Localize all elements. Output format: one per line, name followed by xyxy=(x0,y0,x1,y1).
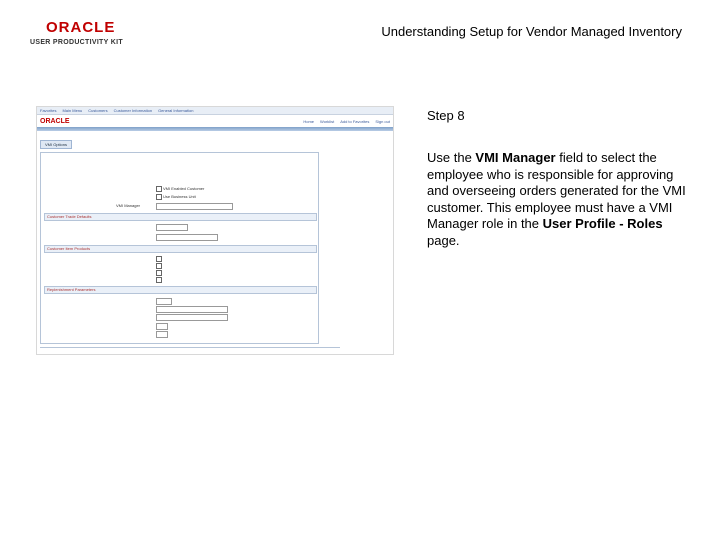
instruction-text: field to select the employee who is responsible for approving and overseeing orders generated for the VMI customer. This employee must have a VMI Manager role in the xyxy=(427,150,686,231)
screenshot-topbar xyxy=(37,107,393,115)
instruction-text: page. xyxy=(427,232,460,248)
screenshot-header-link: Sign out xyxy=(375,118,390,124)
screenshot-select xyxy=(156,314,228,321)
screenshot-top-link: Favorites xyxy=(40,108,57,113)
screenshot-section: Customer Trade Defaults xyxy=(44,213,317,221)
step-instruction xyxy=(427,150,689,249)
instruction-page-name: User Profile - Roles xyxy=(542,216,663,231)
screenshot-field xyxy=(156,234,218,241)
screenshot-header-link: Worklist xyxy=(320,118,335,124)
screenshot-checkbox xyxy=(156,263,162,269)
screenshot-top-link: Customers xyxy=(88,108,108,113)
screenshot-section: Replenishment Parameters xyxy=(44,286,317,294)
screenshot-checkbox xyxy=(156,186,162,192)
screenshot-checkbox xyxy=(156,194,162,200)
logo-brand: ORACLE xyxy=(46,19,116,36)
oracle-upk-logo xyxy=(30,20,130,46)
screenshot-top-link: General Information xyxy=(158,108,194,113)
application-screenshot xyxy=(36,106,394,355)
page-title: Understanding Setup for Vendor Managed Inventory xyxy=(381,24,682,39)
logo-product: USER PRODUCTIVITY KIT xyxy=(30,39,123,46)
screenshot-vmi-manager-label: VMI Manager xyxy=(116,203,141,208)
screenshot-brandbar xyxy=(37,115,393,127)
screenshot-select xyxy=(156,306,228,313)
screenshot-subnav xyxy=(37,131,393,138)
instruction-text: Use the xyxy=(427,150,476,165)
screenshot-field xyxy=(156,323,168,330)
step-label: Step 8 xyxy=(427,108,465,123)
screenshot-bottom-toolbar xyxy=(40,347,340,353)
screenshot-vmi-manager-field xyxy=(156,203,233,210)
screenshot-top-link: Main Menu xyxy=(62,108,83,113)
screenshot-header-link: Add to Favorites xyxy=(340,118,370,124)
screenshot-checkbox xyxy=(156,256,162,262)
screenshot-checkbox xyxy=(156,277,162,283)
screenshot-field xyxy=(156,331,168,338)
screenshot-checkbox-label: Use Business Unit xyxy=(163,194,196,199)
screenshot-section: Customer Item Products xyxy=(44,245,317,253)
screenshot-checkbox xyxy=(156,270,162,276)
screenshot-checkbox-label: VMI Enabled Customer xyxy=(163,186,205,191)
screenshot-oracle-logo: ORACLE xyxy=(40,117,70,125)
screenshot-tab-vmi-options: VMI Options xyxy=(40,140,72,149)
screenshot-field xyxy=(156,224,188,231)
screenshot-header-link: Home xyxy=(303,118,315,124)
screenshot-field xyxy=(156,298,172,305)
screenshot-top-link: Customer Information xyxy=(113,108,153,113)
screenshot-form xyxy=(40,152,319,344)
instruction-field-name: VMI Manager xyxy=(475,150,556,165)
